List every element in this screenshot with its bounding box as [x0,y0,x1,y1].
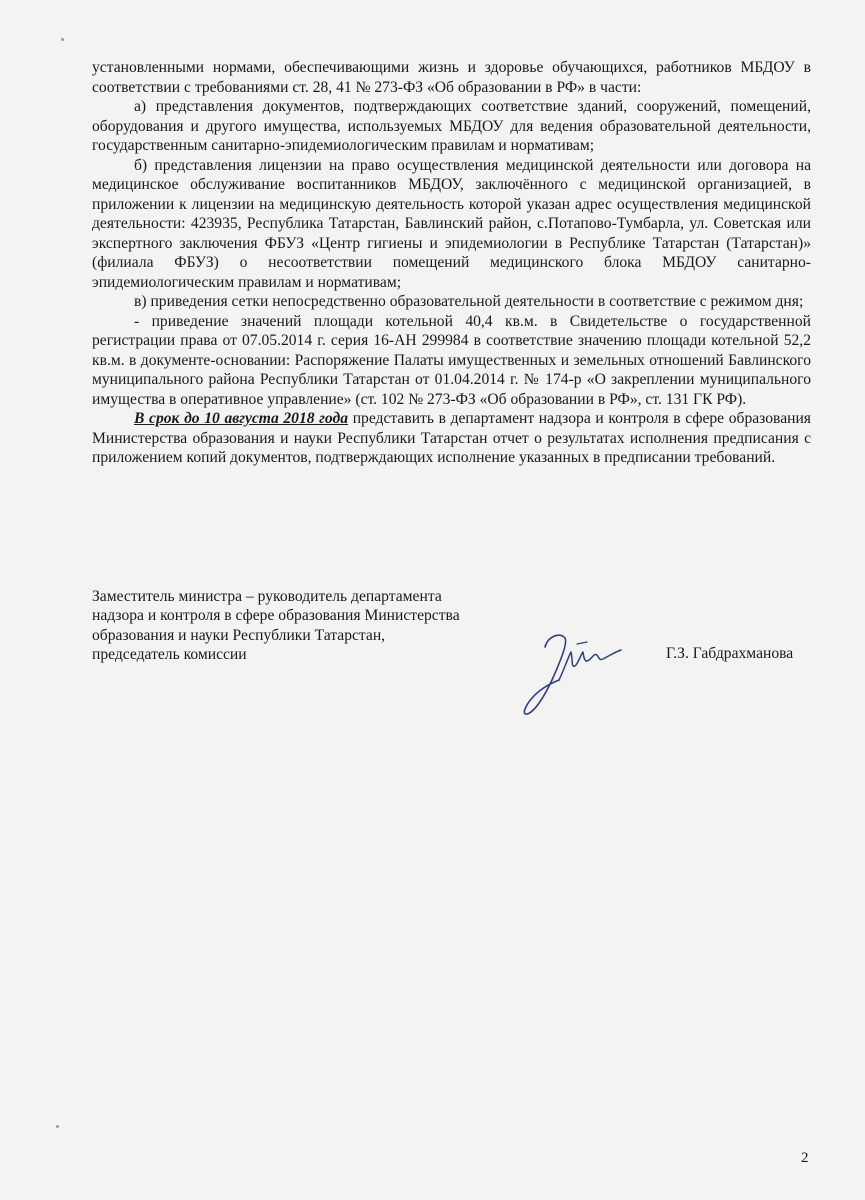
requirement-d: - приведение значений площади котельной 40,4 кв.м. в Свидетельстве о государственной регистрации права от 07.05.2014 г. серия 16-АН 299984 в соответствие значению площади котельной 52,2 кв.м. в документе-основании: Распоряжение Палаты имущественных и земельных отношений Бавлинского муниципального района Республики Татарстан от 01.04.2014 г. № 174-р «О закреплении муниципального имущества в оперативное управление» (ст. 102 № 273-ФЗ «Об образовании в РФ», ст. 131 ГК РФ). [92,312,811,408]
deadline-paragraph [92,409,811,468]
deadline-lead: В срок до 10 августа 2018 года [134,410,349,427]
handwritten-signature [515,622,625,717]
requirement-b: б) представления лицензии на право осуществления медицинской деятельности или договора на медицинское обслуживание воспитанников МБДОУ, заключённого с медицинской организацией, в приложении к лицензии на медицинскую деятельность которой указан адрес осуществления медицинской деятельности: 423935, Республика Татарстан, Бавлинский район, с.Потапово-Тумбарла, ул. Советская или экспертного заключения ФБУЗ «Центр гигиены и эпидемиологии в Республике Татарстан (Татарстан)» (филиала ФБУЗ) о несоответствии помещений медицинского блока МБДОУ санитарно-эпидемиологическим правилам и нормативам; [92,156,811,291]
signatory-line: председатель комиссии [92,645,247,663]
signatory-title [92,587,460,664]
intro-paragraph: установленными нормами, обеспечивающими жизнь и здоровье обучающихся, работников МБДОУ в соответствии с требованиями ст. 28, 41 № 273-ФЗ «Об образовании в РФ» в части: [92,59,811,96]
scan-speck [56,1125,59,1128]
deadline-rest: представить в департамент надзора и контроля в сфере образования Министерства образования и науки Республики Татарстан отчет о результатах исполнения предписания с приложением копий документов, подтверждающих исполнение указанных в предписании требований. [92,410,811,466]
page-number: 2 [801,1150,809,1166]
signatory-line: надзора и контроля в сфере образования Министерства [92,607,460,625]
requirement-c: в) приведения сетки непосредственно образовательной деятельности в соответствие с режимом дня; [134,293,804,310]
requirement-a: а) представления документов, подтверждающих соответствие зданий, сооружений, помещений, оборудования и другого имущества, используемых МБДОУ для ведения образовательной деятельности, государственным санитарно-эпидемиологическим правилам и нормативам; [92,98,811,154]
signatory-line: образования и науки Республики Татарстан, [92,626,386,644]
document-body [92,58,811,468]
scan-speck [61,38,64,41]
signatory-line: Заместитель министра – руководитель департамента [92,588,442,605]
signer-name: Г.З. Габдрахманова [666,645,794,662]
